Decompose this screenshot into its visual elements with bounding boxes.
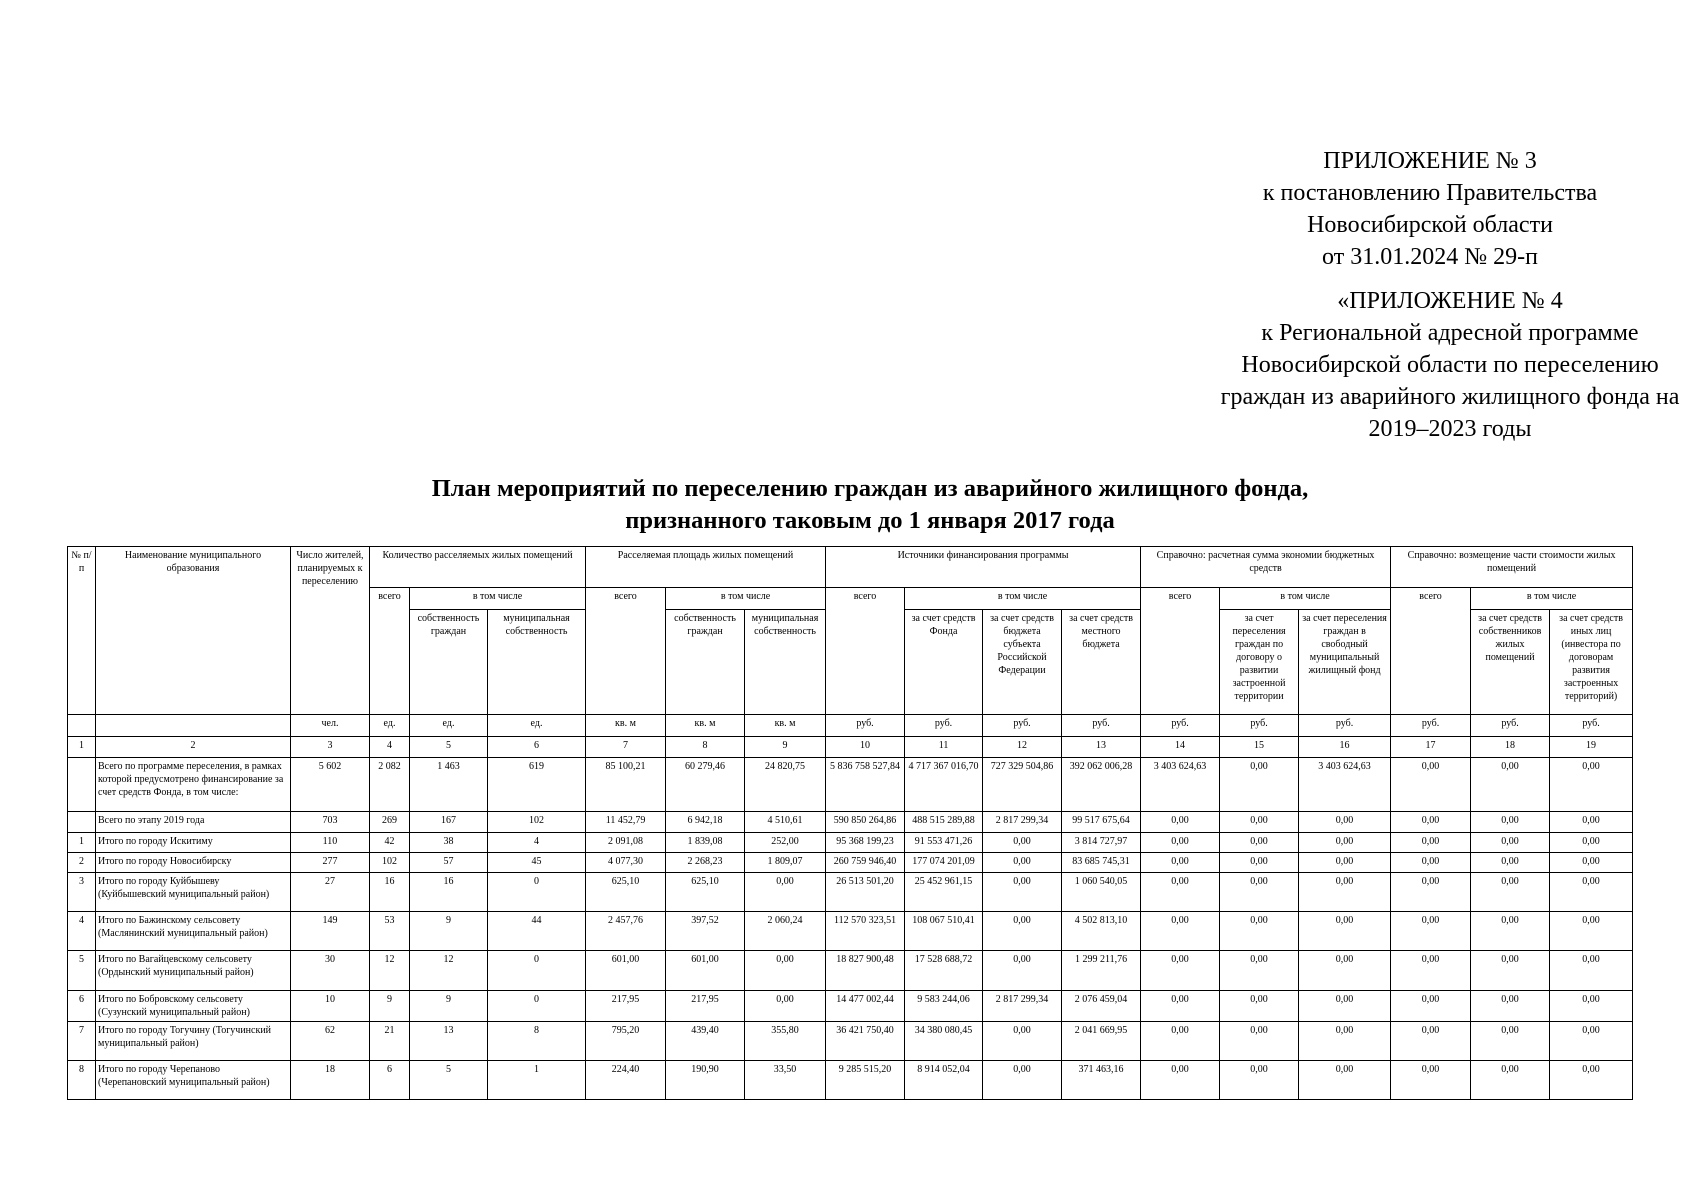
row-number: 3 <box>68 873 96 912</box>
row-number: 6 <box>68 991 96 1022</box>
column-number-cell: 5 <box>410 737 488 758</box>
value-cell: 0,00 <box>1550 951 1633 991</box>
value-cell: 102 <box>370 853 410 873</box>
value-cell: 21 <box>370 1022 410 1061</box>
value-cell: 1 060 540,05 <box>1062 873 1141 912</box>
column-number-cell: 12 <box>983 737 1062 758</box>
value-cell: 0,00 <box>1299 1022 1391 1061</box>
table-row <box>68 758 1633 812</box>
value-cell: 62 <box>291 1022 370 1061</box>
value-cell: 26 513 501,20 <box>826 873 905 912</box>
value-cell: 269 <box>370 812 410 833</box>
value-cell: 102 <box>488 812 586 833</box>
unit-cell: руб. <box>1550 715 1633 737</box>
header-line: Новосибирской области по переселению <box>1241 352 1659 378</box>
header-row <box>68 547 1633 588</box>
value-cell: 17 528 688,72 <box>905 951 983 991</box>
table-row <box>68 873 1633 912</box>
value-cell: 397,52 <box>666 912 745 951</box>
value-cell: 1 463 <box>410 758 488 812</box>
value-cell: 0,00 <box>745 951 826 991</box>
unit-cell: ед. <box>370 715 410 737</box>
value-cell: 5 <box>410 1061 488 1100</box>
value-cell: 4 717 367 016,70 <box>905 758 983 812</box>
value-cell: 91 553 471,26 <box>905 833 983 853</box>
value-cell: 2 817 299,34 <box>983 812 1062 833</box>
value-cell: 625,10 <box>586 873 666 912</box>
value-cell: 0,00 <box>1550 812 1633 833</box>
value-cell: 0,00 <box>1220 853 1299 873</box>
municipality-name: Итого по Вагайцевскому сельсовету (Ордынский муниципальный район) <box>96 951 291 991</box>
value-cell: 0,00 <box>1391 991 1471 1022</box>
value-cell: 110 <box>291 833 370 853</box>
value-cell: 0,00 <box>1141 951 1220 991</box>
value-cell: 0,00 <box>1471 873 1550 912</box>
value-cell: 6 942,18 <box>666 812 745 833</box>
value-cell: 16 <box>410 873 488 912</box>
unit-cell: руб. <box>1220 715 1299 737</box>
total-header: всего <box>1391 588 1471 715</box>
value-cell: 0,00 <box>1391 873 1471 912</box>
value-cell: 5 602 <box>291 758 370 812</box>
value-cell: 44 <box>488 912 586 951</box>
value-cell: 0,00 <box>745 991 826 1022</box>
value-cell: 277 <box>291 853 370 873</box>
value-cell: 0,00 <box>1471 951 1550 991</box>
value-cell: 0,00 <box>1220 1022 1299 1061</box>
value-cell: 8 <box>488 1022 586 1061</box>
column-numbers-row <box>68 737 1633 758</box>
value-cell: 0,00 <box>1471 833 1550 853</box>
column-number-cell: 11 <box>905 737 983 758</box>
value-cell: 0,00 <box>1141 812 1220 833</box>
value-cell: 13 <box>410 1022 488 1061</box>
rooms-header: Количество расселяемых жилых помещений <box>370 547 586 588</box>
value-cell: 0 <box>488 873 586 912</box>
unit-cell: руб. <box>1391 715 1471 737</box>
value-cell: 0,00 <box>1141 1022 1220 1061</box>
value-cell: 2 817 299,34 <box>983 991 1062 1022</box>
value-cell: 217,95 <box>586 991 666 1022</box>
value-cell: 590 850 264,86 <box>826 812 905 833</box>
value-cell: 0,00 <box>1220 1061 1299 1100</box>
value-cell: 0,00 <box>1391 853 1471 873</box>
header-line: 2019–2023 годы <box>1368 416 1532 442</box>
value-cell: 601,00 <box>666 951 745 991</box>
value-cell: 625,10 <box>666 873 745 912</box>
municipality-name: Итого по городу Искитиму <box>96 833 291 853</box>
table-row <box>68 1022 1633 1061</box>
value-cell: 167 <box>410 812 488 833</box>
value-cell: 619 <box>488 758 586 812</box>
economy-header: Справочно: расчетная сумма экономии бюджетных средств <box>1141 547 1391 588</box>
value-cell: 0,00 <box>983 853 1062 873</box>
value-cell: 703 <box>291 812 370 833</box>
value-cell: 0,00 <box>1471 912 1550 951</box>
local-budget-header: за счет средств местного бюджета <box>1062 610 1141 715</box>
value-cell: 0,00 <box>1550 758 1633 812</box>
value-cell: 2 091,08 <box>586 833 666 853</box>
value-cell: 4 077,30 <box>586 853 666 873</box>
header-line: к постановлению Правительства <box>1262 180 1598 206</box>
units-row <box>68 715 1633 737</box>
economy-b-header: за счет переселения граждан в свободный муниципальный жилищный фонд <box>1299 610 1391 715</box>
unit-cell: ед. <box>488 715 586 737</box>
col-num-header: № п/п <box>68 547 96 715</box>
municipality-name: Итого по городу Новосибирску <box>96 853 291 873</box>
own-header: собственность граждан <box>666 610 745 715</box>
table-row <box>68 812 1633 833</box>
including-header: в том числе <box>666 588 826 610</box>
value-cell: 108 067 510,41 <box>905 912 983 951</box>
unit-cell: руб. <box>905 715 983 737</box>
value-cell: 0,00 <box>1550 853 1633 873</box>
value-cell: 18 827 900,48 <box>826 951 905 991</box>
value-cell: 439,40 <box>666 1022 745 1061</box>
finance-header: Источники финансирования программы <box>826 547 1141 588</box>
municipality-name: Всего по программе переселения, в рамках которой предусмотрено финансирование за счет средств Фонда, в том числе: <box>96 758 291 812</box>
value-cell: 2 457,76 <box>586 912 666 951</box>
municipality-name: Итого по городу Черепаново (Черепановский муниципальный район) <box>96 1061 291 1100</box>
unit-cell: кв. м <box>666 715 745 737</box>
value-cell: 3 814 727,97 <box>1062 833 1141 853</box>
column-number-cell: 14 <box>1141 737 1220 758</box>
value-cell: 9 <box>410 912 488 951</box>
value-cell: 0,00 <box>1471 991 1550 1022</box>
value-cell: 0,00 <box>1299 1061 1391 1100</box>
table-row <box>68 853 1633 873</box>
value-cell: 2 076 459,04 <box>1062 991 1141 1022</box>
value-cell: 1 809,07 <box>745 853 826 873</box>
header-line: Новосибирской области <box>1307 212 1553 238</box>
row-number: 4 <box>68 912 96 951</box>
value-cell: 30 <box>291 951 370 991</box>
value-cell: 4 510,61 <box>745 812 826 833</box>
header-line: граждан из аварийного жилищного фонда на <box>1220 384 1680 410</box>
value-cell: 0,00 <box>983 873 1062 912</box>
table-row <box>68 833 1633 853</box>
subject-budget-header: за счет средств бюджета субъекта Российской Федерации <box>983 610 1062 715</box>
value-cell: 9 <box>370 991 410 1022</box>
value-cell: 0,00 <box>1471 1022 1550 1061</box>
value-cell: 0,00 <box>1220 912 1299 951</box>
document-title <box>370 473 1370 537</box>
value-cell: 355,80 <box>745 1022 826 1061</box>
value-cell: 11 452,79 <box>586 812 666 833</box>
municipality-name: Итого по городу Куйбышеву (Куйбышевский муниципальный район) <box>96 873 291 912</box>
total-header: всего <box>370 588 410 715</box>
column-number-cell: 2 <box>96 737 291 758</box>
value-cell: 0,00 <box>1141 833 1220 853</box>
value-cell: 0,00 <box>1299 951 1391 991</box>
value-cell: 5 836 758 527,84 <box>826 758 905 812</box>
value-cell: 795,20 <box>586 1022 666 1061</box>
value-cell: 0,00 <box>983 1022 1062 1061</box>
economy-a-header: за счет переселения граждан по договору о развитии застроенной территории <box>1220 610 1299 715</box>
value-cell: 0,00 <box>1299 873 1391 912</box>
value-cell: 601,00 <box>586 951 666 991</box>
value-cell: 2 041 669,95 <box>1062 1022 1141 1061</box>
value-cell: 0,00 <box>1141 912 1220 951</box>
value-cell: 0,00 <box>1299 991 1391 1022</box>
value-cell: 0,00 <box>1299 912 1391 951</box>
value-cell: 0,00 <box>983 912 1062 951</box>
value-cell: 0,00 <box>1299 833 1391 853</box>
unit-cell: руб. <box>826 715 905 737</box>
value-cell: 0,00 <box>983 951 1062 991</box>
column-number-cell: 18 <box>1471 737 1550 758</box>
value-cell: 488 515 289,88 <box>905 812 983 833</box>
value-cell: 0,00 <box>1391 1061 1471 1100</box>
table-row <box>68 1061 1633 1100</box>
value-cell: 112 570 323,51 <box>826 912 905 951</box>
resettlement-plan-table <box>67 546 1633 1100</box>
value-cell: 0,00 <box>983 833 1062 853</box>
value-cell: 392 062 006,28 <box>1062 758 1141 812</box>
value-cell: 260 759 946,40 <box>826 853 905 873</box>
value-cell: 0,00 <box>983 1061 1062 1100</box>
value-cell: 0,00 <box>1141 853 1220 873</box>
value-cell: 8 914 052,04 <box>905 1061 983 1100</box>
municipality-name: Всего по этапу 2019 года <box>96 812 291 833</box>
value-cell: 0,00 <box>1391 951 1471 991</box>
value-cell: 18 <box>291 1061 370 1100</box>
value-cell: 0,00 <box>1550 991 1633 1022</box>
value-cell: 0,00 <box>1550 833 1633 853</box>
value-cell: 0,00 <box>1141 1061 1220 1100</box>
value-cell: 42 <box>370 833 410 853</box>
value-cell: 27 <box>291 873 370 912</box>
value-cell: 371 463,16 <box>1062 1061 1141 1100</box>
total-header: всего <box>826 588 905 715</box>
header-line: ПРИЛОЖЕНИЕ № 3 <box>1323 148 1537 174</box>
municipality-name: Итого по городу Тогучину (Тогучинский муниципальный район) <box>96 1022 291 1061</box>
unit-cell: руб. <box>1471 715 1550 737</box>
table-row <box>68 912 1633 951</box>
value-cell: 38 <box>410 833 488 853</box>
value-cell: 0,00 <box>1391 912 1471 951</box>
column-number-cell: 4 <box>370 737 410 758</box>
unit-cell: чел. <box>291 715 370 737</box>
header-line: к Региональной адресной программе <box>1261 320 1639 346</box>
value-cell: 149 <box>291 912 370 951</box>
municipal-header: муниципальная собственность <box>745 610 826 715</box>
value-cell: 0,00 <box>1220 873 1299 912</box>
unit-cell: кв. м <box>586 715 666 737</box>
column-number-cell: 15 <box>1220 737 1299 758</box>
column-number-cell: 10 <box>826 737 905 758</box>
column-number-cell: 19 <box>1550 737 1633 758</box>
row-number <box>68 758 96 812</box>
value-cell: 190,90 <box>666 1061 745 1100</box>
value-cell: 727 329 504,86 <box>983 758 1062 812</box>
unit-cell: кв. м <box>745 715 826 737</box>
row-number: 1 <box>68 833 96 853</box>
col-name-header: Наименование муниципального образования <box>96 547 291 715</box>
column-number-cell: 17 <box>1391 737 1471 758</box>
including-header: в том числе <box>1471 588 1633 610</box>
value-cell: 0,00 <box>1220 758 1299 812</box>
column-number-cell: 13 <box>1062 737 1141 758</box>
value-cell: 12 <box>370 951 410 991</box>
row-number: 2 <box>68 853 96 873</box>
column-number-cell: 16 <box>1299 737 1391 758</box>
value-cell: 9 285 515,20 <box>826 1061 905 1100</box>
column-number-cell: 9 <box>745 737 826 758</box>
including-header: в том числе <box>905 588 1141 610</box>
value-cell: 0,00 <box>1550 1061 1633 1100</box>
unit-cell: руб. <box>1299 715 1391 737</box>
title-line: План мероприятий по переселению граждан из аварийного жилищного фонда, <box>431 475 1309 502</box>
area-header: Расселяемая площадь жилых помещений <box>586 547 826 588</box>
value-cell: 14 477 002,44 <box>826 991 905 1022</box>
appendix-4-header <box>1090 285 1697 445</box>
column-number-cell: 8 <box>666 737 745 758</box>
value-cell: 53 <box>370 912 410 951</box>
value-cell: 0,00 <box>1220 833 1299 853</box>
value-cell: 9 583 244,06 <box>905 991 983 1022</box>
unit-cell: руб. <box>983 715 1062 737</box>
row-number: 5 <box>68 951 96 991</box>
unit-cell: руб. <box>1062 715 1141 737</box>
value-cell: 16 <box>370 873 410 912</box>
unit-cell: ед. <box>410 715 488 737</box>
value-cell: 224,40 <box>586 1061 666 1100</box>
own-header: собственность граждан <box>410 610 488 715</box>
compensation-header: Справочно: возмещение части стоимости жилых помещений <box>1391 547 1633 588</box>
municipal-header: муниципальная собственность <box>488 610 586 715</box>
row-number: 8 <box>68 1061 96 1100</box>
including-header: в том числе <box>1220 588 1391 610</box>
municipality-name: Итого по Бажинскому сельсовету (Маслянинский муниципальный район) <box>96 912 291 951</box>
header-line: «ПРИЛОЖЕНИЕ № 4 <box>1337 288 1563 314</box>
value-cell: 177 074 201,09 <box>905 853 983 873</box>
row-number: 7 <box>68 1022 96 1061</box>
value-cell: 0,00 <box>1391 833 1471 853</box>
value-cell: 0,00 <box>1299 812 1391 833</box>
unit-cell-empty <box>68 715 96 737</box>
table-row <box>68 951 1633 991</box>
value-cell: 12 <box>410 951 488 991</box>
value-cell: 0,00 <box>1391 812 1471 833</box>
value-cell: 0,00 <box>1299 853 1391 873</box>
table-body <box>68 758 1633 1100</box>
table-row <box>68 991 1633 1022</box>
value-cell: 1 299 211,76 <box>1062 951 1141 991</box>
value-cell: 10 <box>291 991 370 1022</box>
value-cell: 0,00 <box>1220 812 1299 833</box>
value-cell: 36 421 750,40 <box>826 1022 905 1061</box>
value-cell: 25 452 961,15 <box>905 873 983 912</box>
value-cell: 1 839,08 <box>666 833 745 853</box>
fund-header: за счет средств Фонда <box>905 610 983 715</box>
value-cell: 0,00 <box>1471 1061 1550 1100</box>
unit-cell-empty <box>96 715 291 737</box>
value-cell: 0,00 <box>1471 853 1550 873</box>
value-cell: 4 502 813,10 <box>1062 912 1141 951</box>
header-line: от 31.01.2024 № 29-п <box>1322 244 1538 270</box>
value-cell: 99 517 675,64 <box>1062 812 1141 833</box>
value-cell: 33,50 <box>745 1061 826 1100</box>
value-cell: 3 403 624,63 <box>1141 758 1220 812</box>
municipality-name: Итого по Бобровскому сельсовету (Сузунский муниципальный район) <box>96 991 291 1022</box>
value-cell: 57 <box>410 853 488 873</box>
column-number-cell: 1 <box>68 737 96 758</box>
value-cell: 0,00 <box>1550 912 1633 951</box>
value-cell: 1 <box>488 1061 586 1100</box>
value-cell: 217,95 <box>666 991 745 1022</box>
value-cell: 4 <box>488 833 586 853</box>
value-cell: 24 820,75 <box>745 758 826 812</box>
compensation-a-header: за счет средств собственников жилых помещений <box>1471 610 1550 715</box>
unit-cell: руб. <box>1141 715 1220 737</box>
value-cell: 2 268,23 <box>666 853 745 873</box>
total-header: всего <box>1141 588 1220 715</box>
value-cell: 9 <box>410 991 488 1022</box>
value-cell: 0 <box>488 951 586 991</box>
value-cell: 0,00 <box>1141 991 1220 1022</box>
value-cell: 0,00 <box>1391 1022 1471 1061</box>
value-cell: 0,00 <box>1141 873 1220 912</box>
value-cell: 0,00 <box>1220 951 1299 991</box>
row-number <box>68 812 96 833</box>
total-header: всего <box>586 588 666 715</box>
value-cell: 6 <box>370 1061 410 1100</box>
including-header: в том числе <box>410 588 586 610</box>
value-cell: 83 685 745,31 <box>1062 853 1141 873</box>
compensation-b-header: за счет средств иных лиц (инвестора по договорам развития застроенных территорий) <box>1550 610 1633 715</box>
value-cell: 0,00 <box>1471 758 1550 812</box>
column-number-cell: 6 <box>488 737 586 758</box>
value-cell: 60 279,46 <box>666 758 745 812</box>
column-number-cell: 7 <box>586 737 666 758</box>
value-cell: 252,00 <box>745 833 826 853</box>
value-cell: 85 100,21 <box>586 758 666 812</box>
value-cell: 45 <box>488 853 586 873</box>
value-cell: 95 368 199,23 <box>826 833 905 853</box>
column-number-cell: 3 <box>291 737 370 758</box>
value-cell: 2 082 <box>370 758 410 812</box>
title-line: признанного таковым до 1 января 2017 года <box>625 507 1115 534</box>
value-cell: 34 380 080,45 <box>905 1022 983 1061</box>
value-cell: 0 <box>488 991 586 1022</box>
value-cell: 0,00 <box>1391 758 1471 812</box>
value-cell: 0,00 <box>1550 873 1633 912</box>
value-cell: 0,00 <box>1550 1022 1633 1061</box>
value-cell: 0,00 <box>1220 991 1299 1022</box>
col-residents-header: Число жителей, планируемых к переселению <box>291 547 370 715</box>
value-cell: 0,00 <box>745 873 826 912</box>
value-cell: 0,00 <box>1471 812 1550 833</box>
value-cell: 3 403 624,63 <box>1299 758 1391 812</box>
appendix-3-header <box>1080 145 1697 273</box>
value-cell: 2 060,24 <box>745 912 826 951</box>
